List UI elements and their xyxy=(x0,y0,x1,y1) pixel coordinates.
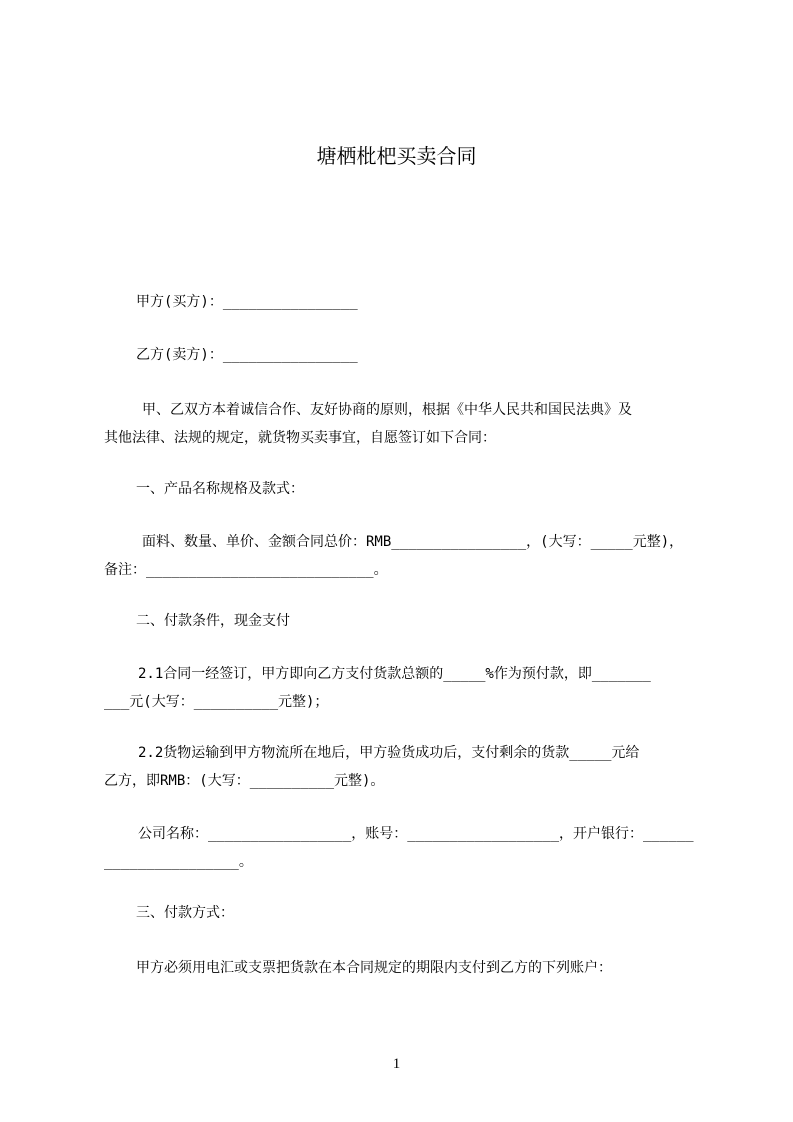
intro-line-2: 其他法律、法规的规定，就货物买卖事宜，自愿签订如下合同： xyxy=(104,430,496,446)
section-3-text: 甲方必须用电汇或支票把货款在本合同规定的期限内支付到乙方的下列账户： xyxy=(136,960,612,976)
party-b-line: 乙方(卖方)：________________ xyxy=(136,347,358,363)
intro-line-1: 甲、乙双方本着诚信合作、友好协商的原则，根据《中华人民共和国民法典》及 xyxy=(142,402,632,418)
account-line-2: ________________。 xyxy=(104,854,253,870)
page-number: 1 xyxy=(392,1056,401,1072)
party-a-line: 甲方(买方)：________________ xyxy=(136,294,358,310)
section-3-heading: 三、付款方式： xyxy=(136,905,234,921)
account-line-1: 公司名称：_________________，账号：__________________，开户银行：______ xyxy=(138,826,694,842)
section-1-line-1: 面料、数量、单价、金额合同总价：RMB________________，(大写：_____元整)， xyxy=(142,534,684,550)
section-1-heading: 一、产品名称规格及款式： xyxy=(136,481,304,497)
clause-2-2-line-2: 乙方，即RMB：(大写：__________元整)。 xyxy=(104,773,385,789)
section-2-heading: 二、付款条件，现金支付 xyxy=(136,613,290,629)
clause-2-2-line-1: 2.2货物运输到甲方物流所在地后，甲方验货成功后，支付剩余的货款_____元给 xyxy=(138,745,640,761)
section-1-line-2: 备注：___________________________。 xyxy=(104,562,388,578)
clause-2-1-line-2: ___元(大写：__________元整)； xyxy=(104,694,329,710)
document-title: 塘栖枇杷买卖合同 xyxy=(316,144,477,168)
clause-2-1-line-1: 2.1合同一经签订，甲方即向乙方支付货款总额的_____%作为预付款，即_______ xyxy=(138,666,651,682)
